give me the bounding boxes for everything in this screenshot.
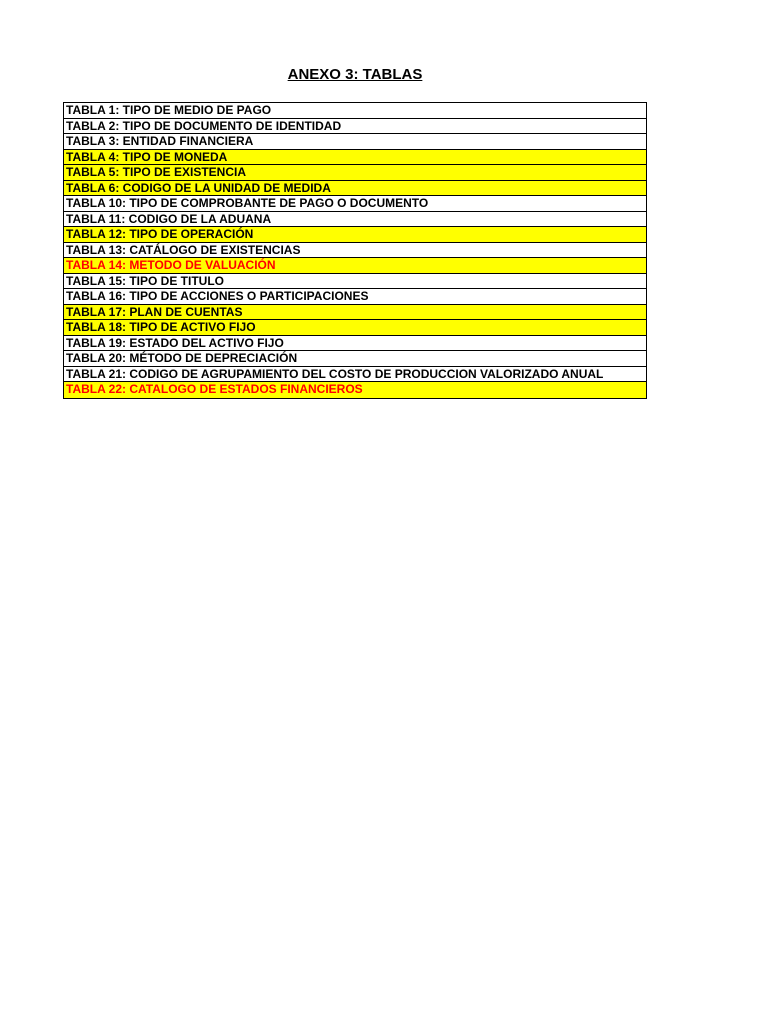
table-row: TABLA 21: CODIGO DE AGRUPAMIENTO DEL COSTO DE PRODUCCION VALORIZADO ANUAL bbox=[64, 367, 646, 383]
table-row: TABLA 5: TIPO DE EXISTENCIA bbox=[64, 165, 646, 181]
table-row: TABLA 11: CODIGO DE LA ADUANA bbox=[64, 212, 646, 228]
page-title-text: ANEXO 3: TABLAS bbox=[287, 66, 423, 83]
table-row: TABLA 14: METODO DE VALUACIÓN bbox=[64, 258, 646, 274]
page-title bbox=[0, 66, 710, 83]
table-row: TABLA 16: TIPO DE ACCIONES O PARTICIPACIONES bbox=[64, 289, 646, 305]
table-row: TABLA 17: PLAN DE CUENTAS bbox=[64, 305, 646, 321]
table-row: TABLA 4: TIPO DE MONEDA bbox=[64, 150, 646, 166]
table-row: TABLA 2: TIPO DE DOCUMENTO DE IDENTIDAD bbox=[64, 119, 646, 135]
tables-list bbox=[63, 102, 647, 399]
table-row: TABLA 6: CODIGO DE LA UNIDAD DE MEDIDA bbox=[64, 181, 646, 197]
table-row: TABLA 3: ENTIDAD FINANCIERA bbox=[64, 134, 646, 150]
table-row: TABLA 19: ESTADO DEL ACTIVO FIJO bbox=[64, 336, 646, 352]
table-row: TABLA 13: CATÁLOGO DE EXISTENCIAS bbox=[64, 243, 646, 259]
table-row: TABLA 12: TIPO DE OPERACIÓN bbox=[64, 227, 646, 243]
table-row: TABLA 20: MÉTODO DE DEPRECIACIÓN bbox=[64, 351, 646, 367]
table-row: TABLA 18: TIPO DE ACTIVO FIJO bbox=[64, 320, 646, 336]
table-row: TABLA 15: TIPO DE TITULO bbox=[64, 274, 646, 290]
table-row: TABLA 10: TIPO DE COMPROBANTE DE PAGO O DOCUMENTO bbox=[64, 196, 646, 212]
table-row: TABLA 1: TIPO DE MEDIO DE PAGO bbox=[64, 103, 646, 119]
table-row: TABLA 22: CATALOGO DE ESTADOS FINANCIEROS bbox=[64, 382, 646, 398]
